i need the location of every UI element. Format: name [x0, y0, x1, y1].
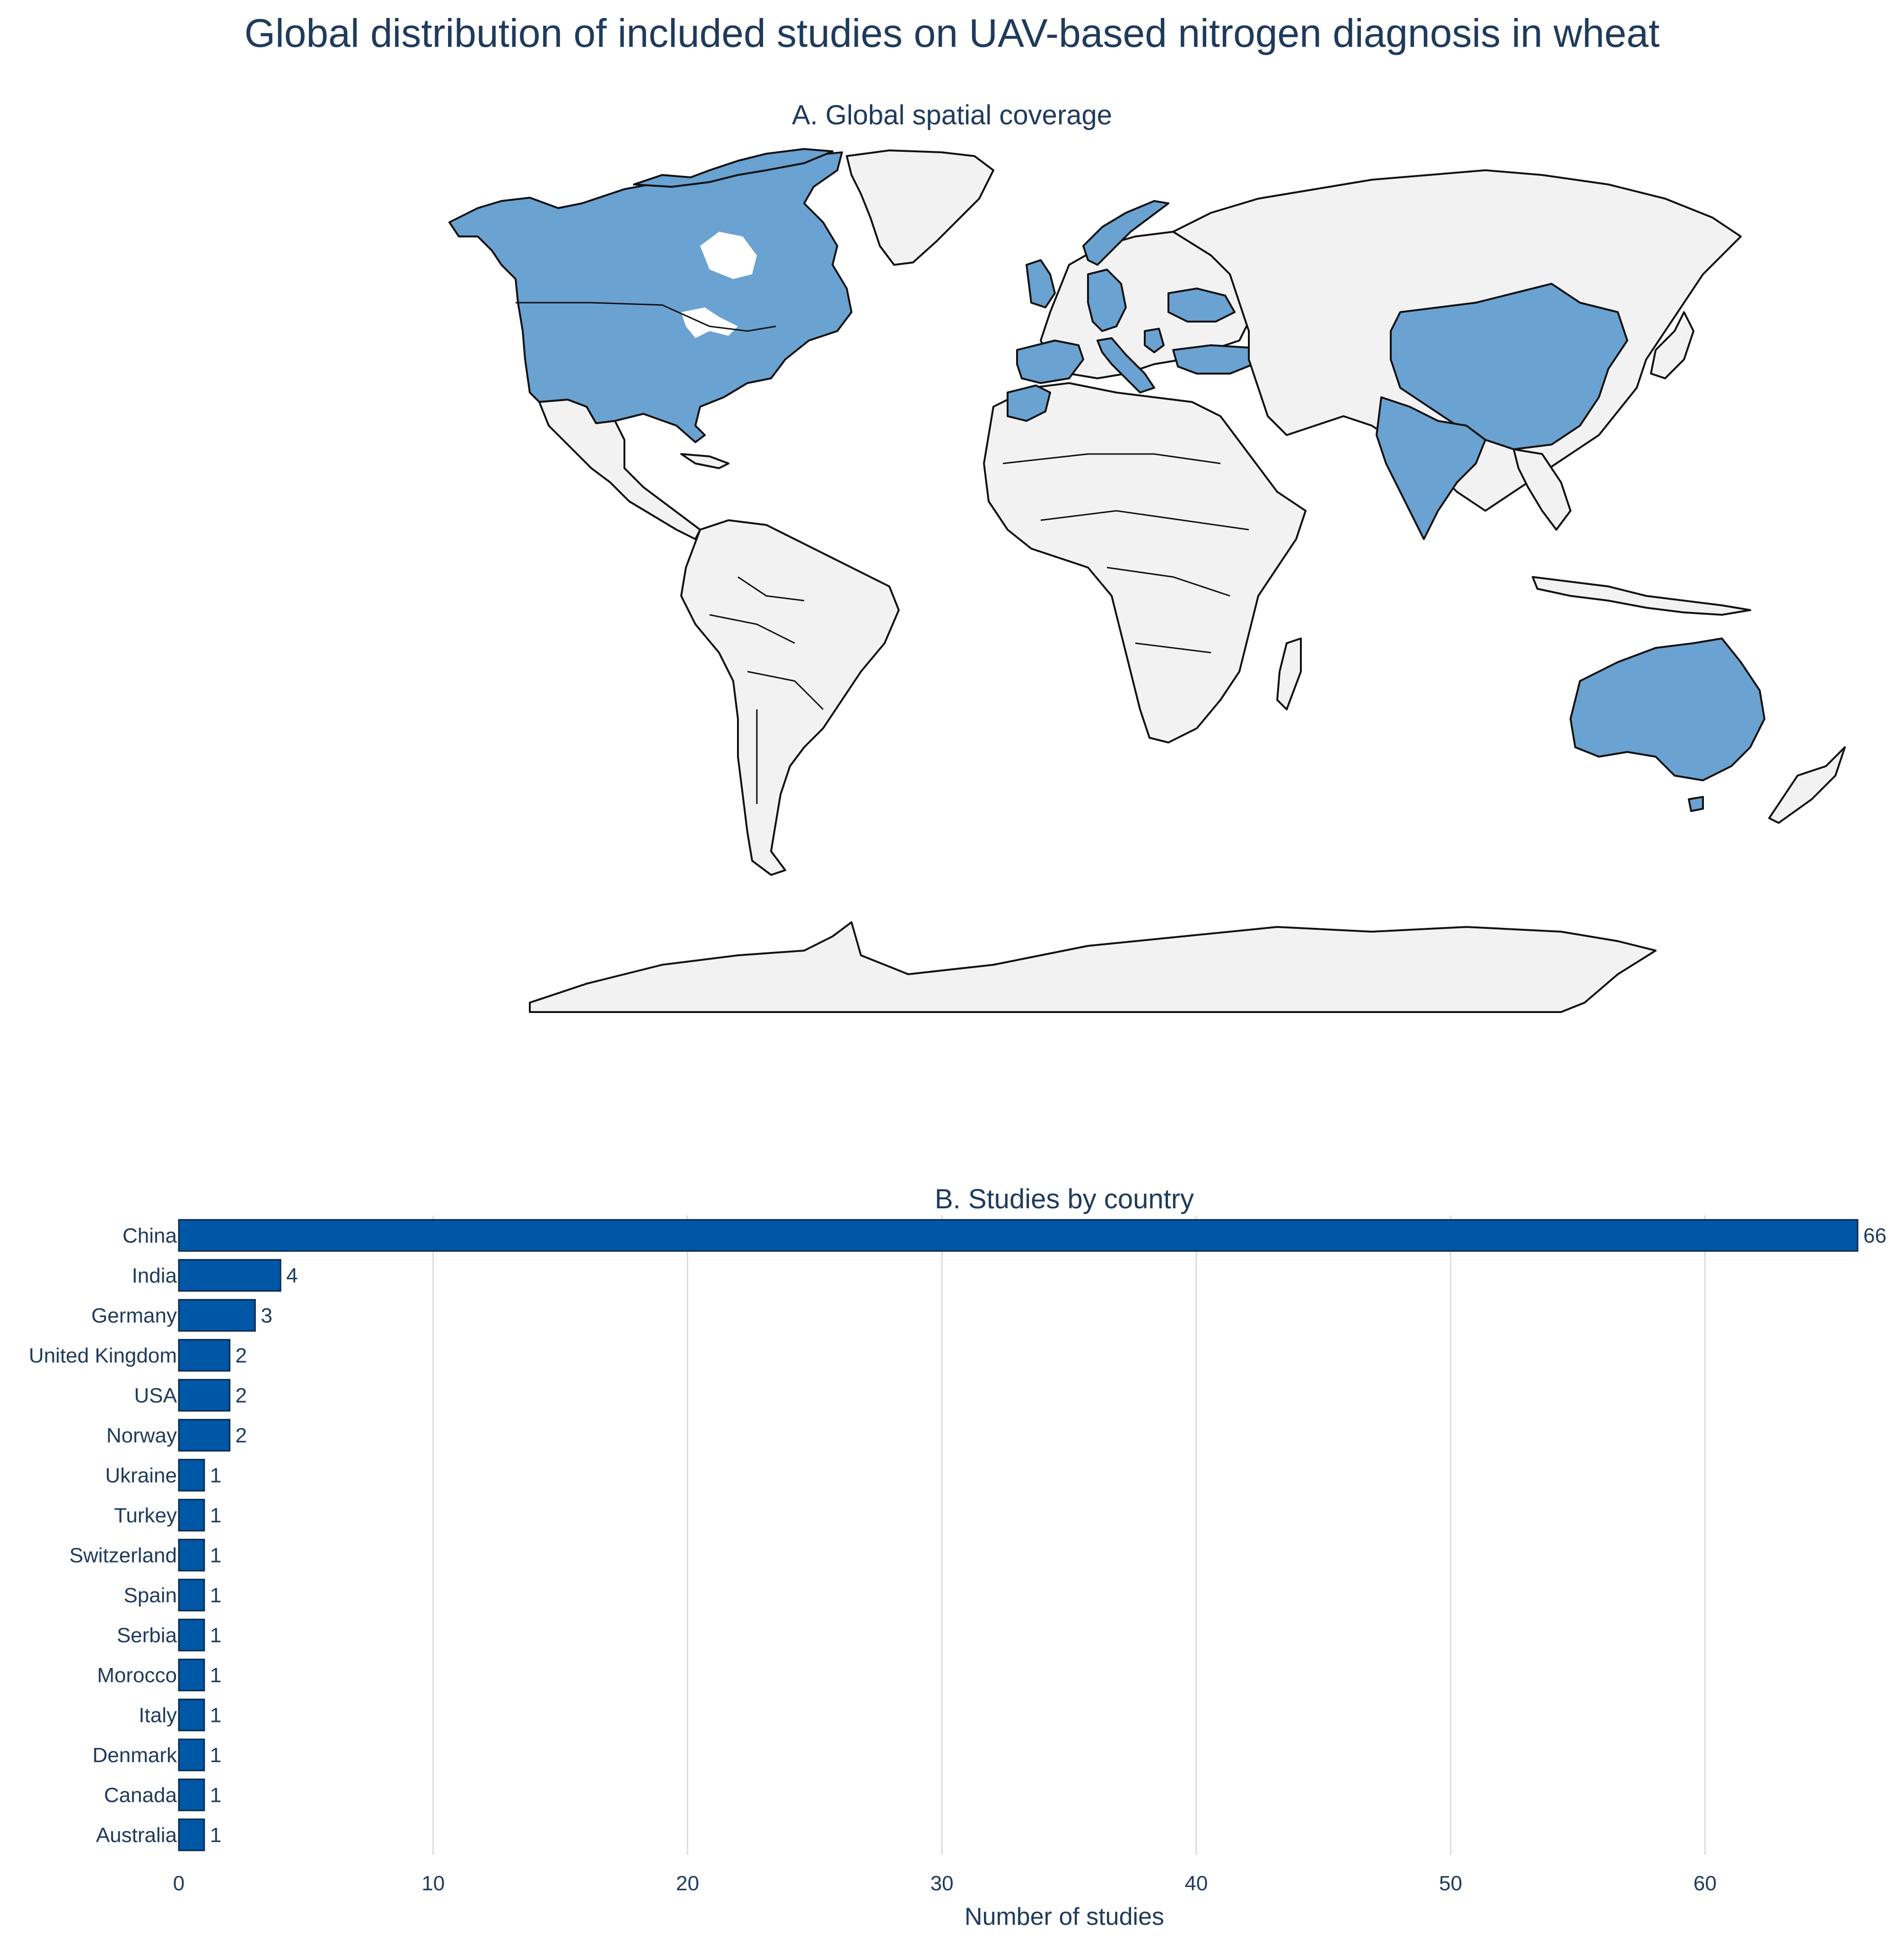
category-label: Denmark [92, 1743, 177, 1767]
bar-turkey [179, 1500, 204, 1531]
bar-india [179, 1260, 281, 1291]
data-label: 1 [210, 1544, 222, 1567]
category-label: Spain [123, 1583, 177, 1607]
x-tick-label: 50 [1439, 1872, 1463, 1895]
category-label: Norway [106, 1424, 177, 1447]
map-title: A. Global spatial coverage [791, 100, 1113, 131]
category-label: Ukraine [105, 1464, 177, 1487]
bar-norway [179, 1420, 230, 1451]
bar-canada [179, 1779, 204, 1810]
data-label: 1 [210, 1663, 222, 1687]
data-label: 2 [235, 1384, 247, 1407]
data-label: 1 [210, 1703, 222, 1727]
bar-usa [179, 1380, 230, 1411]
x-tick-label: 40 [1185, 1872, 1208, 1895]
category-label: Morocco [97, 1663, 177, 1687]
gridlines [433, 1215, 1705, 1855]
bar-united-kingdom [179, 1340, 230, 1371]
bar-china [179, 1220, 1858, 1251]
bar-serbia [179, 1619, 204, 1651]
x-tick-label: 60 [1693, 1872, 1717, 1895]
bar-spain [179, 1580, 204, 1611]
chart-title: Global distribution of included studies on UAV-based nitrogen diagnosis in wheat [244, 11, 1660, 55]
bar-chart-title: B. Studies by country [934, 1184, 1194, 1214]
data-label: 1 [210, 1823, 222, 1847]
data-label: 3 [261, 1304, 272, 1328]
category-label: Italy [139, 1703, 177, 1727]
bar-switzerland [179, 1539, 204, 1571]
data-label: 1 [210, 1464, 222, 1487]
x-tick-label: 0 [173, 1872, 185, 1895]
x-tick-label: 10 [421, 1872, 445, 1895]
data-label: 2 [235, 1344, 247, 1367]
category-label: China [123, 1224, 177, 1248]
bar-italy [179, 1699, 204, 1730]
data-label: 1 [210, 1624, 222, 1647]
data-label: 2 [235, 1424, 247, 1447]
category-label: India [132, 1264, 177, 1287]
data-label: 1 [210, 1783, 222, 1807]
category-label: Australia [96, 1823, 177, 1847]
category-label: Turkey [114, 1503, 177, 1527]
bar-denmark [179, 1739, 204, 1771]
data-label: 1 [210, 1503, 222, 1527]
data-label: 1 [210, 1583, 222, 1607]
bar-morocco [179, 1660, 204, 1691]
category-label: United Kingdom [28, 1344, 177, 1367]
data-labels [210, 1224, 1886, 1847]
data-label: 66 [1863, 1224, 1886, 1248]
bar-germany [179, 1300, 255, 1331]
category-label: Switzerland [69, 1544, 177, 1567]
category-labels [29, 1224, 177, 1847]
bar-australia [179, 1819, 204, 1851]
x-axis-ticks [173, 1872, 1717, 1895]
x-tick-label: 30 [930, 1872, 954, 1895]
x-axis-title: Number of studies [965, 1903, 1164, 1930]
bar-ukraine [179, 1459, 204, 1491]
category-label: Serbia [116, 1624, 177, 1647]
x-tick-label: 20 [676, 1872, 699, 1895]
data-label: 1 [210, 1743, 222, 1767]
category-label: USA [134, 1384, 177, 1407]
data-label: 4 [286, 1264, 298, 1287]
category-label: Germany [91, 1304, 177, 1328]
bars [179, 1220, 1858, 1851]
category-label: Canada [104, 1783, 177, 1807]
